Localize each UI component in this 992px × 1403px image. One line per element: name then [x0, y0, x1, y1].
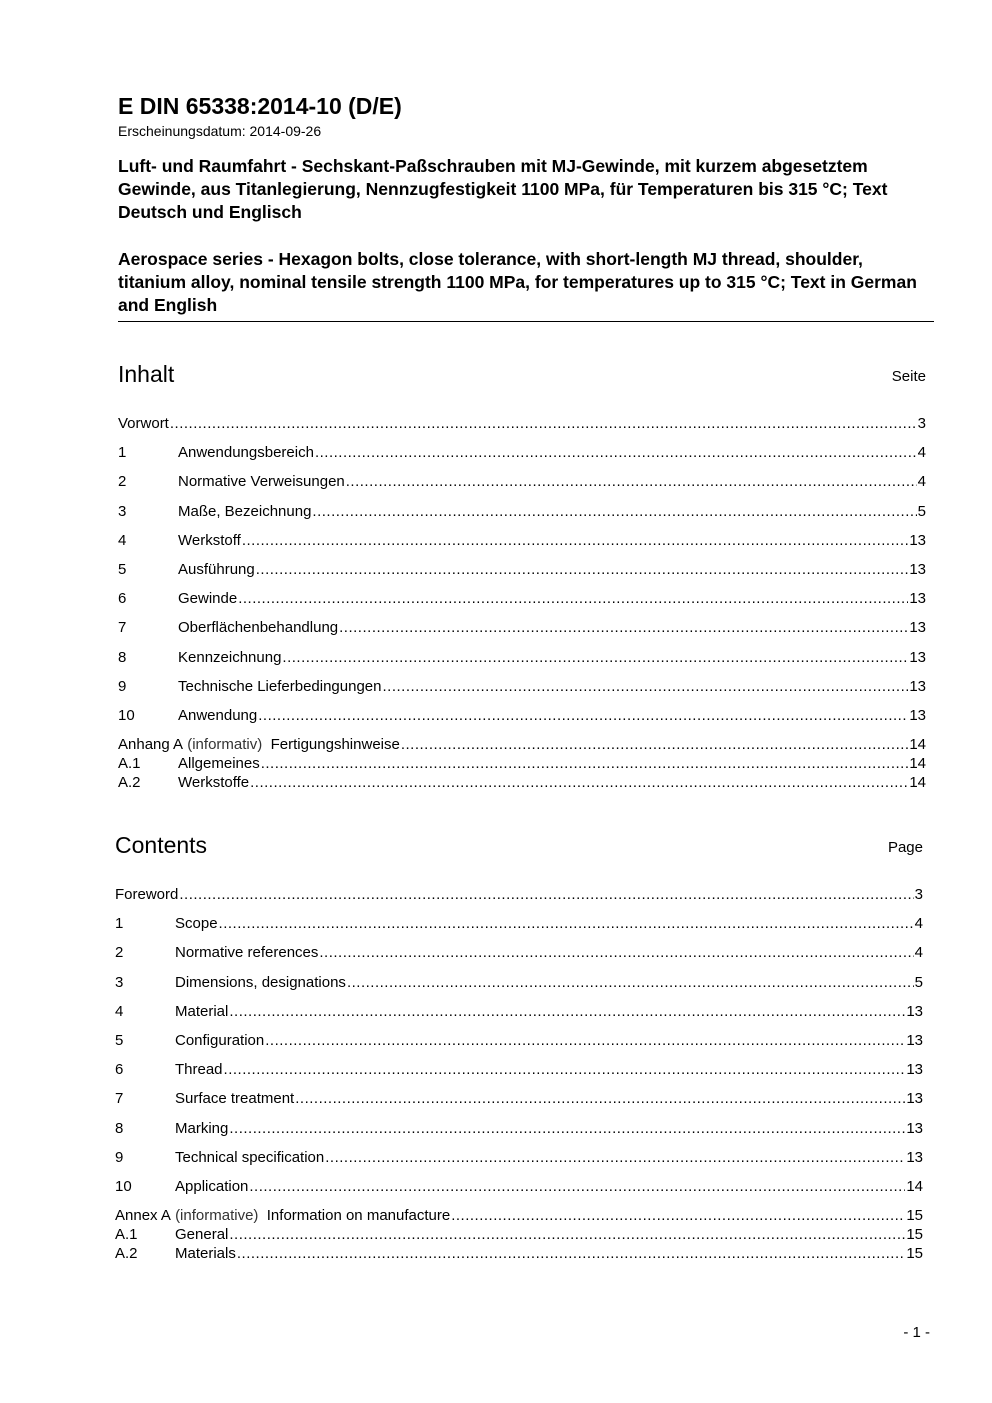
- toc-entry-page: 13: [909, 531, 926, 549]
- toc-entry[interactable]: [115, 1061, 923, 1090]
- toc-entry-label: Dimensions, designations: [175, 973, 346, 991]
- dot-leader: [265, 1032, 905, 1050]
- toc-entry-number: A.1: [118, 755, 141, 773]
- toc-entry-label: Anwendungsbereich: [178, 444, 314, 462]
- toc-entry[interactable]: [118, 473, 926, 502]
- toc-entry-page: 13: [906, 1002, 923, 1020]
- toc-entry-page: 13: [906, 1061, 923, 1079]
- toc-entry-page: 13: [906, 1148, 923, 1166]
- toc-entry-page: 13: [909, 677, 926, 695]
- toc-annex-info: (informativ): [187, 736, 263, 754]
- toc-entry-number: 8: [115, 1119, 124, 1137]
- toc-page-label: Page: [887, 839, 923, 856]
- toc-entry-label: Configuration: [175, 1031, 265, 1049]
- toc-entry-page: 5: [914, 973, 923, 991]
- toc-entry-label: Normative Verweisungen: [178, 473, 345, 491]
- dot-leader: [401, 736, 908, 754]
- toc-entry-number: 6: [118, 590, 127, 608]
- toc-header: [115, 831, 923, 871]
- toc-entry[interactable]: [118, 707, 926, 736]
- toc-entry-number: 10: [115, 1177, 132, 1195]
- toc-entry-page: 13: [909, 619, 926, 637]
- dot-leader: [219, 915, 914, 933]
- toc-entry[interactable]: [118, 774, 926, 793]
- toc-entry-page: 4: [914, 915, 923, 933]
- toc-entry-label: Information on manufacture: [266, 1207, 451, 1225]
- toc-entry-number: 8: [118, 648, 127, 666]
- toc-entry-page: 14: [909, 755, 926, 773]
- toc-entry-page: 15: [906, 1226, 923, 1244]
- toc-entry-number: A.2: [118, 774, 141, 792]
- toc-entry[interactable]: [118, 755, 926, 774]
- toc-entry-label: Materials: [175, 1245, 236, 1263]
- toc-entry[interactable]: [118, 590, 926, 619]
- dot-leader: [339, 619, 908, 637]
- dot-leader: [347, 974, 914, 992]
- dot-leader: [229, 1226, 905, 1244]
- dot-leader: [319, 944, 913, 962]
- toc-entry-page: 14: [909, 736, 926, 754]
- toc-entry[interactable]: [115, 915, 923, 944]
- toc-entry-page: 13: [909, 590, 926, 608]
- publication-date: Erscheinungsdatum: 2014-09-26: [118, 123, 322, 139]
- toc-entry[interactable]: [115, 1178, 923, 1207]
- dot-leader: [261, 755, 909, 773]
- toc-entry-annex[interactable]: [118, 736, 926, 755]
- toc-entry-page: 3: [914, 886, 923, 903]
- toc-entry-label: Marking: [175, 1119, 229, 1137]
- toc-entry-label: Ausführung: [178, 560, 255, 578]
- toc-entry[interactable]: [118, 619, 926, 648]
- toc-entry-label: Normative references: [175, 944, 319, 962]
- toc-entry[interactable]: [115, 1120, 923, 1149]
- toc-entry-page: 4: [914, 944, 923, 962]
- toc-entry[interactable]: [118, 503, 926, 532]
- toc-entry-number: 3: [115, 973, 124, 991]
- dot-leader: [451, 1207, 905, 1225]
- toc-entry-page: 5: [917, 502, 926, 520]
- toc-entry-label: Werkstoffe: [178, 774, 250, 792]
- toc-entry[interactable]: [115, 944, 923, 973]
- toc-header: [118, 360, 926, 400]
- toc-annex-prefix: Annex A: [115, 1207, 171, 1225]
- dot-leader: [383, 678, 909, 696]
- toc-entry-number: 9: [115, 1148, 124, 1166]
- toc-entry-label: Application: [175, 1177, 249, 1195]
- toc-entry[interactable]: [115, 1226, 923, 1245]
- toc-entry-number: 4: [115, 1002, 124, 1020]
- dot-leader: [325, 1149, 905, 1167]
- toc-page-label: Seite: [891, 368, 926, 385]
- toc-entry-page: 13: [909, 706, 926, 724]
- toc-entry-label: Werkstoff: [178, 531, 241, 549]
- toc-entry-number: 1: [118, 444, 127, 462]
- document-header: [118, 92, 934, 317]
- toc-entry-page: 13: [909, 648, 926, 666]
- toc-entry-label: Technical specification: [175, 1148, 325, 1166]
- toc-entry-page: 4: [917, 473, 926, 491]
- toc-entry[interactable]: [115, 1149, 923, 1178]
- toc-entry[interactable]: [115, 974, 923, 1003]
- dot-leader: [179, 886, 913, 904]
- dot-leader: [295, 1090, 905, 1108]
- toc-entry-page: 4: [917, 444, 926, 462]
- toc-entry[interactable]: [115, 1090, 923, 1119]
- toc-entry-annex[interactable]: [115, 1207, 923, 1226]
- toc-annex-info: (informative): [175, 1207, 259, 1225]
- toc-section-list: [118, 444, 926, 736]
- dot-leader: [229, 1120, 905, 1138]
- toc-section-list: [115, 915, 923, 1207]
- toc-entry-number: 9: [118, 677, 127, 695]
- page-number: - 1 -: [903, 1324, 930, 1341]
- toc-entry-page: 14: [906, 1177, 923, 1195]
- toc-entry-foreword[interactable]: [118, 415, 926, 444]
- toc-entry[interactable]: [115, 1245, 923, 1264]
- toc-annex-prefix: Anhang A: [118, 736, 184, 754]
- toc-entry-label: Maße, Bezeichnung: [178, 502, 312, 520]
- dot-leader: [238, 590, 908, 608]
- toc-entry-number: 2: [118, 473, 127, 491]
- toc-entry-page: 13: [906, 1031, 923, 1049]
- toc-entry[interactable]: [118, 444, 926, 473]
- toc-entry-label: Fertigungshinweise: [270, 736, 400, 754]
- dot-leader: [250, 774, 908, 792]
- dot-leader: [346, 473, 917, 491]
- header-divider: [118, 321, 934, 322]
- toc-heading: Inhalt: [118, 361, 175, 387]
- toc-entry-label: Gewinde: [178, 590, 238, 608]
- toc-entry-page: 13: [909, 560, 926, 578]
- toc-entry-label: Vorwort: [118, 415, 169, 432]
- document-id: E DIN 65338:2014-10 (D/E): [118, 93, 402, 119]
- toc-entry[interactable]: [118, 649, 926, 678]
- title-english: Aerospace series - Hexagon bolts, close tolerance, with short-length MJ thread, shoulder, titanium alloy, nominal tensile strength 1100 MPa, for temperatures up to 315 °C; Text in German and English: [118, 249, 917, 315]
- toc-entry-number: 2: [115, 944, 124, 962]
- dot-leader: [229, 1003, 905, 1021]
- dot-leader: [312, 503, 916, 521]
- dot-leader: [282, 649, 908, 667]
- toc-entry-page: 14: [909, 774, 926, 792]
- dot-leader: [258, 707, 908, 725]
- toc-entry-label: Thread: [175, 1061, 223, 1079]
- toc-entry-label: Allgemeines: [178, 755, 260, 773]
- toc-entry-number: 5: [118, 560, 127, 578]
- toc-entry[interactable]: [118, 532, 926, 561]
- toc-entry-number: A.1: [115, 1226, 138, 1244]
- toc-entry-label: Foreword: [115, 886, 179, 903]
- dot-leader: [224, 1061, 906, 1079]
- toc-entry-page: 13: [906, 1119, 923, 1137]
- toc-entry-foreword[interactable]: [115, 886, 923, 915]
- dot-leader: [237, 1245, 905, 1263]
- toc-heading: Contents: [115, 832, 208, 858]
- toc-entry-label: Technische Lieferbedingungen: [178, 677, 382, 695]
- title-german: Luft- und Raumfahrt - Sechskant-Paßschrauben mit MJ-Gewinde, mit kurzem abgesetztem Gewinde, aus Titanlegierung, Nennzugfestigkeit 1100 MPa, für Temperaturen bis 315 °C; Text Deutsch und Englisch: [118, 156, 888, 222]
- toc-entry-page: 3: [917, 415, 926, 432]
- toc-entry-number: 7: [118, 619, 127, 637]
- dot-leader: [249, 1178, 905, 1196]
- toc-entry-number: 10: [118, 706, 135, 724]
- toc-entry-label: Oberflächenbehandlung: [178, 619, 339, 637]
- toc-entry-number: 5: [115, 1031, 124, 1049]
- toc-entry-label: Scope: [175, 915, 218, 933]
- toc-entry-label: Surface treatment: [175, 1090, 295, 1108]
- toc-entry-label: Anwendung: [178, 706, 258, 724]
- toc-english: [115, 831, 923, 1264]
- toc-entry-page: 13: [906, 1090, 923, 1108]
- toc-entry-number: 1: [115, 915, 124, 933]
- toc-entry[interactable]: [118, 561, 926, 590]
- toc-entry-label: Material: [175, 1002, 229, 1020]
- toc-entry[interactable]: [115, 1032, 923, 1061]
- toc-entry[interactable]: [115, 1003, 923, 1032]
- toc-entry-label: Kennzeichnung: [178, 648, 282, 666]
- toc-entry-label: General: [175, 1226, 229, 1244]
- toc-entry-page: 15: [906, 1245, 923, 1263]
- toc-entry-number: 7: [115, 1090, 124, 1108]
- toc-entry-number: 6: [115, 1061, 124, 1079]
- toc-entry-page: 15: [906, 1207, 923, 1225]
- dot-leader: [170, 415, 917, 433]
- toc-entry-number: 4: [118, 531, 127, 549]
- toc-german: [118, 360, 926, 793]
- toc-entry[interactable]: [118, 678, 926, 707]
- toc-entry-number: A.2: [115, 1245, 138, 1263]
- toc-entry-number: 3: [118, 502, 127, 520]
- dot-leader: [256, 561, 909, 579]
- dot-leader: [315, 444, 917, 462]
- dot-leader: [242, 532, 909, 550]
